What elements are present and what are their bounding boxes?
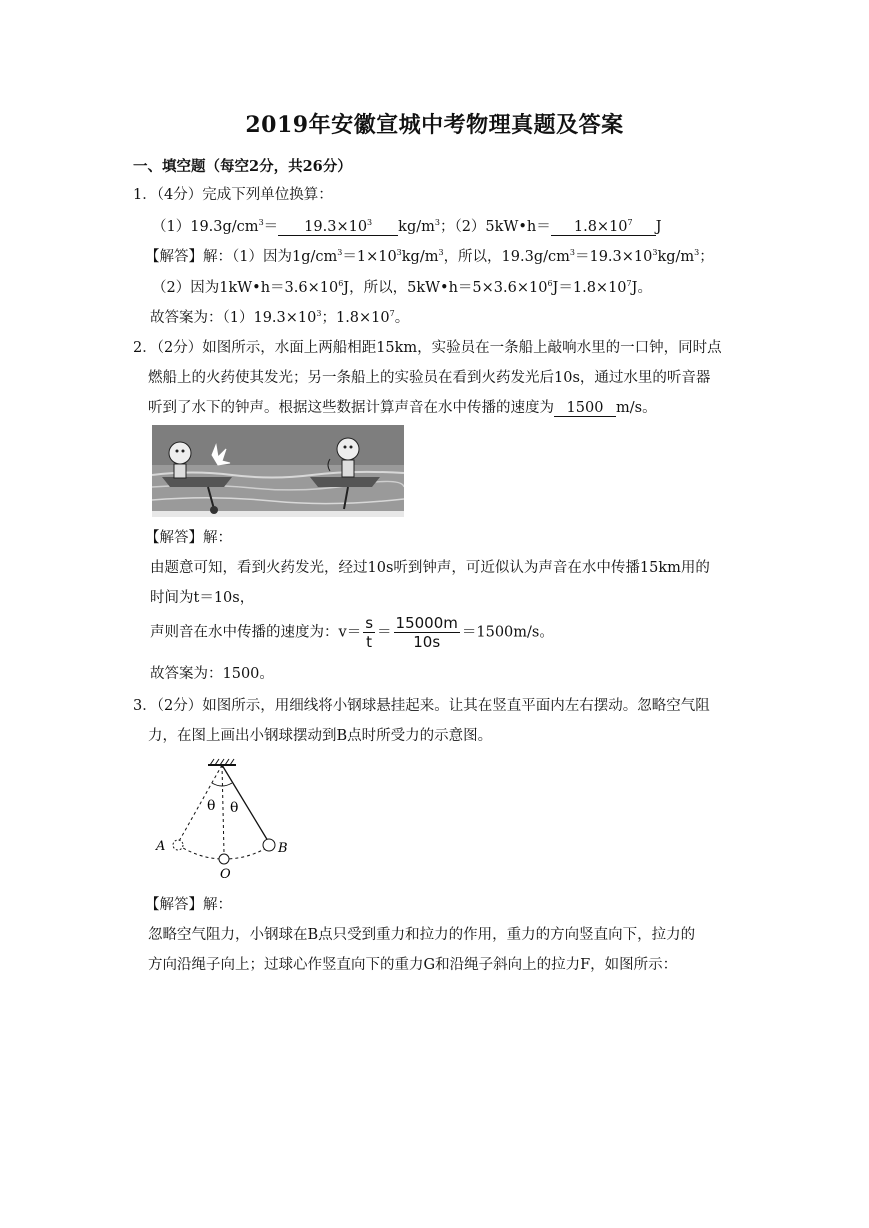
string-to-B <box>222 765 268 841</box>
theta-label-right: θ <box>230 800 239 816</box>
ball-O <box>219 854 229 864</box>
page-title: 2019年安徽宣城中考物理真题及答案 <box>245 112 624 138</box>
q1-solution-b: （2）因为$1kW•h=3.6\times 10^6J$，所以，$5kW•h=5\times 3.6\times 10^6J=1.8\times 10^7J$。 <box>152 279 652 296</box>
q1-answer-2: $1.8\times 10^7$ <box>551 219 656 236</box>
pendulum-diagram <box>150 755 300 880</box>
q2-final-answer: 故答案为：1500。 <box>150 666 274 682</box>
q3-stem-line-2: 力，在图上画出小钢球摆动到B点时所受力的示意图。 <box>148 728 493 744</box>
point-A-label: A <box>156 839 166 854</box>
q1-solution-a: 【解答】解：（1）因为$1g/cm^3=1\times 10^3kg/m^3$，所以，$19.3g/cm^3=19.3\times 10^3kg/m^3$； <box>145 248 714 265</box>
point-B-label: B <box>278 841 288 856</box>
q1-final-answer: 故答案为：$(1)19.3\times 10^3$；$1.8\times 10^7$。 <box>150 309 410 326</box>
vertical-dashed-line <box>222 765 224 853</box>
theta-label-left: θ <box>207 798 216 814</box>
q2-solution-line-1: 由题意可知，看到火药发光，经过10s听到钟声，可近似认为声音在水中传播15km用的 <box>150 560 710 576</box>
q3-solution-label: 【解答】解： <box>145 897 232 913</box>
q1-stem: 1．（4分）完成下列单位换算： <box>133 187 333 203</box>
ball-A <box>173 840 183 850</box>
point-O-label: O <box>220 867 231 880</box>
q2-stem-line-3: 听到了水下的钟声。根据这些数据计算声音在水中传播的速度为 1500 m/s。 <box>148 400 657 416</box>
fraction-15000m-over-10s: $\frac{15000m}{10s}$ <box>395 614 458 651</box>
q1-parts: $(1)19.3g/cm^3= 19.3\times 10^3$ $kg/m^3$；（2）5kW•h＝ $1.8\times 10^7$ J <box>152 218 662 235</box>
ball-B <box>263 839 275 851</box>
q2-stem-line-1: 2．（2分）如图所示，水面上两船相距15km，实验员在一条船上敲响水里的一口钟，同时点 <box>133 340 722 356</box>
q1-answer-1: $19.3\times 10^3$ <box>278 219 398 236</box>
q3-stem-line-1: 3．（2分）如图所示，用细线将小钢球悬挂起来。让其在竖直平面内左右摆动。忽略空气阻 <box>133 698 710 714</box>
q2-stem-line-2: 燃船上的火药使其发光；另一条船上的实验员在看到火药发光后10s，通过水里的听音器 <box>148 370 711 386</box>
q1-part2-prefix: ；（2）5kW•h＝ <box>439 219 551 235</box>
section-heading: 一、填空题（每空2分，共26分） <box>133 158 352 175</box>
q1-part1-prefix: （1）19.3g/cm <box>152 219 259 235</box>
q3-solution-line-2: 方向沿绳子向上；过球心作竖直向下的重力G和沿绳子斜向上的拉力F，如图所示： <box>148 957 678 973</box>
q2-solution-line-2: 时间为t＝10s， <box>150 590 255 606</box>
q2-solution-label: 【解答】解： <box>145 530 232 546</box>
fraction-s-over-t: $\frac{s}{t}$ <box>365 614 374 651</box>
q2-answer: 1500 <box>554 400 616 417</box>
q2-speed-formula: 声则音在水中传播的速度为：v＝ $\frac{s}{t}$ ＝ $\frac{15000m}{10s}$ ＝1500m/s。 <box>150 614 554 651</box>
q3-solution-line-1: 忽略空气阻力，小钢球在B点只受到重力和拉力的作用，重力的方向竖直向下，拉力的 <box>148 927 696 943</box>
boats-illustration <box>152 425 404 517</box>
